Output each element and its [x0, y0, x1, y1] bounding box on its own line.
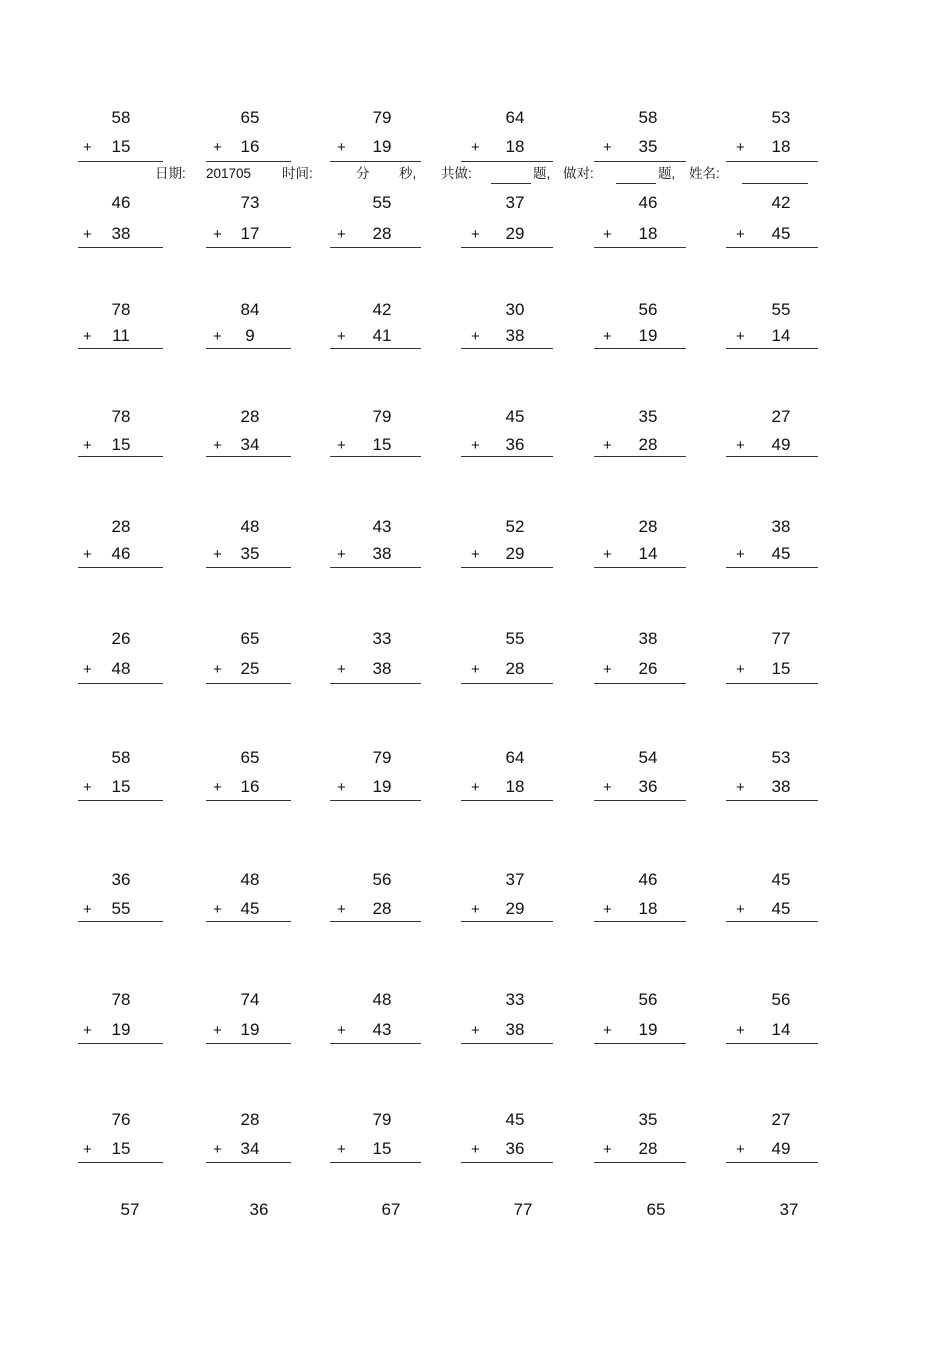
answer-line[interactable] [594, 800, 686, 801]
problem-addend-top: 65 [240, 108, 260, 127]
plus-sign: + [337, 779, 346, 796]
plus-sign: + [471, 328, 480, 345]
problem-addend-top: 64 [505, 108, 525, 127]
problem-addend-bottom: 19 [638, 326, 658, 345]
problem-addend-top: 35 [638, 1110, 658, 1129]
problem-addend-top: 37 [505, 870, 525, 889]
problem-addend-top: 46 [638, 870, 658, 889]
plus-sign: + [83, 1022, 92, 1039]
problem-addend-bottom: 41 [372, 326, 392, 345]
plus-sign: + [213, 661, 222, 678]
footer-number: 67 [381, 1200, 401, 1219]
problem-addend-bottom: 15 [771, 659, 791, 678]
problem-addend-top: 38 [771, 517, 791, 536]
plus-sign: + [736, 437, 745, 454]
plus-sign: + [736, 546, 745, 563]
problem-addend-top: 46 [111, 193, 131, 212]
problem-addend-bottom: 18 [771, 137, 791, 156]
answer-line[interactable] [726, 456, 818, 457]
problem-addend-top: 37 [505, 193, 525, 212]
plus-sign: + [603, 437, 612, 454]
problem-addend-top: 33 [505, 990, 525, 1009]
plus-sign: + [471, 226, 480, 243]
answer-line[interactable] [206, 567, 291, 568]
answer-line[interactable] [594, 1162, 686, 1163]
problem-addend-top: 28 [240, 407, 260, 426]
plus-sign: + [83, 328, 92, 345]
answer-line[interactable] [206, 348, 291, 349]
answer-line[interactable] [461, 161, 553, 162]
problem-addend-bottom: 34 [240, 435, 260, 454]
answer-line[interactable] [594, 1043, 686, 1044]
answer-line[interactable] [78, 161, 163, 162]
problem-addend-top: 53 [771, 108, 791, 127]
problem-addend-bottom: 38 [372, 659, 392, 678]
total-suffix: 题, [533, 166, 551, 181]
date-value: 201705 [206, 166, 252, 181]
problem-addend-bottom: 17 [240, 224, 260, 243]
answer-line[interactable] [330, 161, 421, 162]
plus-sign: + [471, 661, 480, 678]
problem-addend-bottom: 11 [112, 326, 130, 345]
answer-line[interactable] [461, 567, 553, 568]
problem-addend-top: 79 [372, 748, 392, 767]
problem-addend-top: 77 [771, 629, 791, 648]
problem-addend-top: 27 [771, 407, 791, 426]
plus-sign: + [736, 779, 745, 796]
plus-sign: + [213, 226, 222, 243]
problem-addend-top: 42 [771, 193, 791, 212]
problem-addend-bottom: 15 [111, 435, 131, 454]
answer-line[interactable] [594, 567, 686, 568]
problem-addend-top: 53 [771, 748, 791, 767]
plus-sign: + [603, 546, 612, 563]
answer-line[interactable] [461, 348, 553, 349]
plus-sign: + [603, 779, 612, 796]
plus-sign: + [83, 226, 92, 243]
problem-addend-bottom: 18 [638, 224, 658, 243]
problem-addend-bottom: 15 [111, 777, 131, 796]
answer-line[interactable] [78, 567, 163, 568]
plus-sign: + [603, 1141, 612, 1158]
plus-sign: + [736, 226, 745, 243]
problem-addend-bottom: 16 [240, 137, 260, 156]
plus-sign: + [471, 1141, 480, 1158]
plus-sign: + [213, 437, 222, 454]
problem-addend-bottom: 35 [240, 544, 260, 563]
problem-addend-top: 79 [372, 1110, 392, 1129]
answer-line[interactable] [461, 456, 553, 457]
problem-addend-top: 52 [505, 517, 525, 536]
problem-addend-bottom: 36 [638, 777, 658, 796]
problem-addend-bottom: 49 [771, 435, 791, 454]
plus-sign: + [736, 1141, 745, 1158]
time-label: 时间: [282, 166, 313, 181]
answer-line[interactable] [78, 247, 163, 248]
problem-addend-bottom: 15 [111, 137, 131, 156]
correct-label: 做对: [563, 166, 594, 181]
problem-addend-top: 43 [372, 517, 392, 536]
problem-addend-top: 55 [372, 193, 392, 212]
plus-sign: + [213, 139, 222, 156]
problem-addend-bottom: 26 [638, 659, 658, 678]
answer-line[interactable] [330, 683, 421, 684]
answer-line[interactable] [461, 921, 553, 922]
total-label: 共做: [441, 166, 472, 181]
problem-addend-bottom: 45 [240, 899, 260, 918]
problem-addend-top: 28 [240, 1110, 260, 1129]
problem-addend-bottom: 38 [505, 326, 525, 345]
problem-addend-top: 48 [240, 870, 260, 889]
footer-number: 37 [779, 1200, 799, 1219]
answer-line[interactable] [78, 683, 163, 684]
problem-addend-bottom: 34 [240, 1139, 260, 1158]
problem-addend-bottom: 9 [245, 326, 255, 345]
problem-addend-bottom: 48 [111, 659, 131, 678]
plus-sign: + [83, 139, 92, 156]
problem-addend-top: 56 [638, 300, 658, 319]
plus-sign: + [337, 139, 346, 156]
problem-addend-bottom: 45 [771, 224, 791, 243]
answer-line[interactable] [726, 683, 818, 684]
name-blank[interactable] [742, 183, 808, 184]
problem-addend-top: 35 [638, 407, 658, 426]
problem-addend-top: 56 [638, 990, 658, 1009]
answer-line[interactable] [726, 247, 818, 248]
plus-sign: + [603, 1022, 612, 1039]
answer-line[interactable] [461, 800, 553, 801]
answer-line[interactable] [206, 247, 291, 248]
name-label: 姓名: [689, 166, 720, 181]
problem-addend-bottom: 36 [505, 1139, 525, 1158]
problem-addend-top: 73 [240, 193, 260, 212]
plus-sign: + [736, 901, 745, 918]
plus-sign: + [471, 139, 480, 156]
problem-addend-top: 79 [372, 407, 392, 426]
answer-line[interactable] [726, 921, 818, 922]
plus-sign: + [83, 437, 92, 454]
footer-number: 65 [646, 1200, 666, 1219]
problem-addend-top: 45 [771, 870, 791, 889]
problem-addend-top: 84 [240, 300, 260, 319]
date-label: 日期: [155, 166, 186, 181]
plus-sign: + [603, 226, 612, 243]
answer-line[interactable] [206, 921, 291, 922]
problem-addend-bottom: 46 [111, 544, 131, 563]
problem-addend-bottom: 38 [505, 1020, 525, 1039]
correct-blank[interactable] [616, 183, 656, 184]
problem-addend-top: 30 [505, 300, 525, 319]
problem-addend-top: 58 [111, 748, 131, 767]
answer-line[interactable] [330, 921, 421, 922]
problem-addend-bottom: 28 [638, 435, 658, 454]
plus-sign: + [337, 226, 346, 243]
problem-addend-bottom: 19 [638, 1020, 658, 1039]
problem-addend-top: 64 [505, 748, 525, 767]
answer-line[interactable] [330, 348, 421, 349]
answer-line[interactable] [206, 800, 291, 801]
plus-sign: + [603, 328, 612, 345]
answer-line[interactable] [206, 161, 291, 162]
problem-addend-bottom: 18 [505, 777, 525, 796]
problem-addend-top: 78 [111, 407, 131, 426]
answer-line[interactable] [330, 456, 421, 457]
plus-sign: + [471, 901, 480, 918]
problem-addend-bottom: 18 [638, 899, 658, 918]
problem-addend-top: 46 [638, 193, 658, 212]
problem-addend-top: 58 [111, 108, 131, 127]
answer-line[interactable] [594, 247, 686, 248]
answer-line[interactable] [594, 161, 686, 162]
problem-addend-top: 56 [771, 990, 791, 1009]
plus-sign: + [83, 779, 92, 796]
problem-addend-bottom: 29 [505, 224, 525, 243]
answer-line[interactable] [461, 247, 553, 248]
problem-addend-bottom: 16 [240, 777, 260, 796]
minutes-label: 分 [356, 166, 370, 181]
answer-line[interactable] [78, 348, 163, 349]
answer-line[interactable] [726, 800, 818, 801]
answer-line[interactable] [461, 1043, 553, 1044]
problem-addend-bottom: 19 [372, 137, 392, 156]
problem-addend-top: 38 [638, 629, 658, 648]
plus-sign: + [83, 1141, 92, 1158]
problem-addend-bottom: 19 [372, 777, 392, 796]
problem-addend-top: 78 [111, 300, 131, 319]
plus-sign: + [337, 901, 346, 918]
plus-sign: + [213, 901, 222, 918]
problem-addend-bottom: 38 [771, 777, 791, 796]
problem-addend-bottom: 43 [372, 1020, 392, 1039]
answer-line[interactable] [461, 1162, 553, 1163]
problem-addend-top: 55 [771, 300, 791, 319]
problem-addend-bottom: 18 [505, 137, 525, 156]
answer-line[interactable] [330, 567, 421, 568]
problem-addend-bottom: 15 [372, 1139, 392, 1158]
plus-sign: + [337, 1141, 346, 1158]
problem-addend-top: 28 [638, 517, 658, 536]
plus-sign: + [83, 901, 92, 918]
problem-addend-bottom: 28 [372, 224, 392, 243]
plus-sign: + [213, 1022, 222, 1039]
problem-addend-bottom: 38 [111, 224, 131, 243]
answer-line[interactable] [330, 1162, 421, 1163]
plus-sign: + [603, 901, 612, 918]
problem-addend-bottom: 36 [505, 435, 525, 454]
answer-line[interactable] [726, 348, 818, 349]
plus-sign: + [736, 328, 745, 345]
plus-sign: + [337, 661, 346, 678]
problem-addend-bottom: 28 [505, 659, 525, 678]
answer-line[interactable] [206, 683, 291, 684]
problem-addend-top: 78 [111, 990, 131, 1009]
problem-addend-top: 56 [372, 870, 392, 889]
answer-line[interactable] [330, 800, 421, 801]
problem-addend-top: 65 [240, 748, 260, 767]
plus-sign: + [603, 139, 612, 156]
plus-sign: + [213, 328, 222, 345]
plus-sign: + [736, 661, 745, 678]
total-blank[interactable] [491, 183, 531, 184]
problem-addend-top: 74 [240, 990, 260, 1009]
problem-addend-bottom: 35 [638, 137, 658, 156]
problem-addend-bottom: 45 [771, 899, 791, 918]
problem-addend-top: 28 [111, 517, 131, 536]
correct-suffix: 题, [658, 166, 676, 181]
plus-sign: + [471, 546, 480, 563]
plus-sign: + [337, 328, 346, 345]
plus-sign: + [337, 1022, 346, 1039]
problem-addend-bottom: 29 [505, 899, 525, 918]
problem-addend-bottom: 19 [111, 1020, 131, 1039]
problem-addend-top: 76 [111, 1110, 131, 1129]
plus-sign: + [213, 546, 222, 563]
problem-addend-bottom: 15 [372, 435, 392, 454]
answer-line[interactable] [594, 348, 686, 349]
answer-line[interactable] [78, 1043, 163, 1044]
seconds-label: 秒, [399, 166, 417, 181]
problem-addend-top: 45 [505, 407, 525, 426]
answer-line[interactable] [726, 161, 818, 162]
plus-sign: + [337, 437, 346, 454]
plus-sign: + [603, 661, 612, 678]
problem-addend-bottom: 19 [240, 1020, 260, 1039]
problem-addend-top: 48 [372, 990, 392, 1009]
plus-sign: + [213, 1141, 222, 1158]
problem-addend-bottom: 28 [638, 1139, 658, 1158]
problem-addend-top: 79 [372, 108, 392, 127]
problem-addend-bottom: 14 [638, 544, 658, 563]
plus-sign: + [736, 1022, 745, 1039]
answer-line[interactable] [594, 921, 686, 922]
answer-line[interactable] [78, 456, 163, 457]
problem-addend-bottom: 49 [771, 1139, 791, 1158]
plus-sign: + [471, 779, 480, 796]
answer-line[interactable] [594, 456, 686, 457]
problem-addend-top: 36 [111, 870, 131, 889]
answer-line[interactable] [726, 1043, 818, 1044]
plus-sign: + [736, 139, 745, 156]
problem-addend-bottom: 14 [771, 326, 791, 345]
answer-line[interactable] [461, 683, 553, 684]
problem-addend-bottom: 28 [372, 899, 392, 918]
answer-line[interactable] [78, 800, 163, 801]
plus-sign: + [83, 546, 92, 563]
problem-addend-top: 27 [771, 1110, 791, 1129]
plus-sign: + [471, 1022, 480, 1039]
problem-addend-top: 48 [240, 517, 260, 536]
problem-addend-bottom: 25 [240, 659, 260, 678]
problem-addend-top: 65 [240, 629, 260, 648]
plus-sign: + [213, 779, 222, 796]
answer-line[interactable] [330, 247, 421, 248]
answer-line[interactable] [206, 1043, 291, 1044]
answer-line[interactable] [726, 567, 818, 568]
footer-number: 57 [120, 1200, 140, 1219]
answer-line[interactable] [206, 1162, 291, 1163]
answer-line[interactable] [78, 1162, 163, 1163]
problem-addend-top: 33 [372, 629, 392, 648]
problem-addend-top: 42 [372, 300, 392, 319]
problem-addend-top: 45 [505, 1110, 525, 1129]
problem-addend-bottom: 15 [111, 1139, 131, 1158]
problem-addend-top: 54 [638, 748, 658, 767]
problem-addend-bottom: 38 [372, 544, 392, 563]
answer-line[interactable] [78, 921, 163, 922]
answer-line[interactable] [726, 1162, 818, 1163]
problem-addend-top: 26 [111, 629, 131, 648]
footer-number: 77 [513, 1200, 533, 1219]
problem-addend-bottom: 14 [771, 1020, 791, 1039]
plus-sign: + [83, 661, 92, 678]
problem-addend-bottom: 55 [111, 899, 131, 918]
plus-sign: + [337, 546, 346, 563]
answer-line[interactable] [594, 683, 686, 684]
footer-number: 36 [249, 1200, 269, 1219]
answer-line[interactable] [206, 456, 291, 457]
problem-addend-top: 55 [505, 629, 525, 648]
problem-addend-top: 58 [638, 108, 658, 127]
problem-addend-bottom: 45 [771, 544, 791, 563]
problem-addend-bottom: 29 [505, 544, 525, 563]
answer-line[interactable] [330, 1043, 421, 1044]
plus-sign: + [471, 437, 480, 454]
